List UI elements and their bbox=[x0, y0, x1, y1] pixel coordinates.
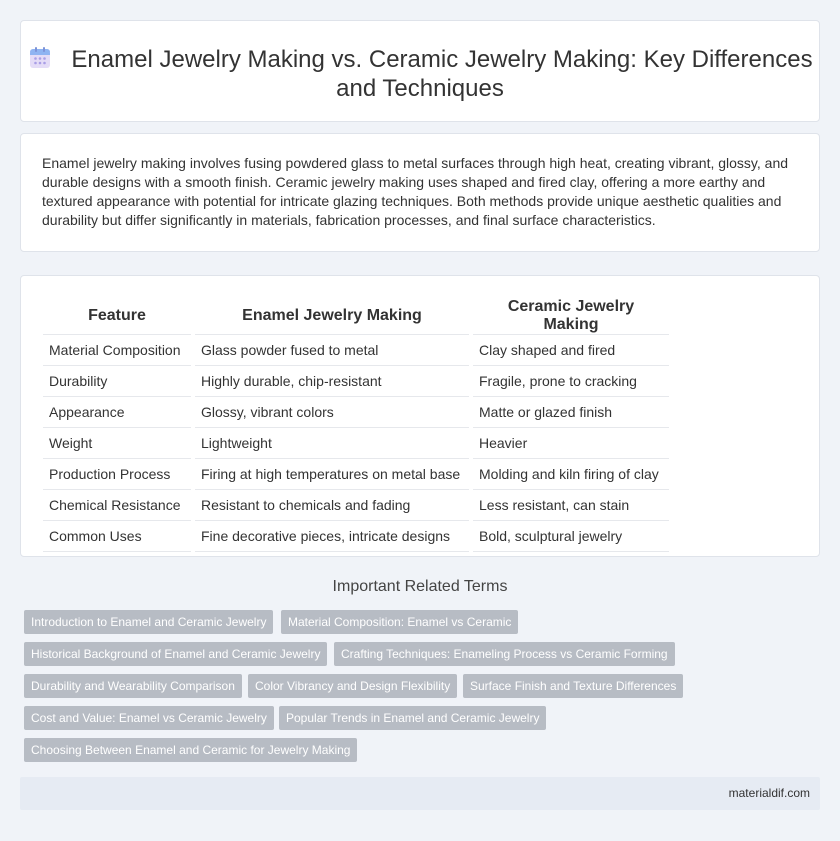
table-row bbox=[43, 490, 669, 521]
ceramic-cell: Heavier bbox=[473, 428, 669, 459]
site-name[interactable]: materialdif.com bbox=[728, 786, 810, 800]
enamel-cell: Glass powder fused to metal bbox=[195, 335, 469, 366]
intro-card bbox=[20, 133, 820, 252]
ceramic-cell: Fragile, prone to cracking bbox=[473, 366, 669, 397]
header-feature: Feature bbox=[43, 294, 191, 335]
related-tag[interactable]: Crafting Techniques: Enameling Process vs Ceramic Forming bbox=[334, 642, 675, 666]
page-title-wrap bbox=[21, 45, 819, 103]
related-terms-heading: Important Related Terms bbox=[332, 578, 508, 595]
table-row bbox=[43, 397, 669, 428]
title-card bbox=[20, 20, 820, 122]
ceramic-cell: Matte or glazed finish bbox=[473, 397, 669, 428]
comparison-table bbox=[43, 294, 669, 552]
table-row bbox=[43, 366, 669, 397]
enamel-cell: Fine decorative pieces, intricate designs bbox=[195, 521, 469, 552]
related-tag[interactable]: Historical Background of Enamel and Ceramic Jewelry bbox=[24, 642, 327, 666]
related-tag[interactable]: Introduction to Enamel and Ceramic Jewelry bbox=[24, 610, 273, 634]
table-header-row bbox=[43, 294, 669, 335]
feature-cell: Production Process bbox=[43, 459, 191, 490]
related-tag[interactable]: Popular Trends in Enamel and Ceramic Jewelry bbox=[279, 706, 546, 730]
ceramic-cell: Less resistant, can stain bbox=[473, 490, 669, 521]
calendar-icon bbox=[27, 45, 53, 71]
feature-cell: Weight bbox=[43, 428, 191, 459]
enamel-cell: Glossy, vibrant colors bbox=[195, 397, 469, 428]
enamel-cell: Highly durable, chip-resistant bbox=[195, 366, 469, 397]
enamel-cell: Lightweight bbox=[195, 428, 469, 459]
ceramic-cell: Bold, sculptural jewelry bbox=[473, 521, 669, 552]
table-row bbox=[43, 459, 669, 490]
related-tag[interactable]: Surface Finish and Texture Differences bbox=[463, 674, 683, 698]
table-row bbox=[43, 428, 669, 459]
related-tag[interactable]: Durability and Wearability Comparison bbox=[24, 674, 242, 698]
table-row bbox=[43, 521, 669, 552]
footer bbox=[20, 777, 820, 810]
comparison-card bbox=[20, 275, 820, 557]
feature-cell: Appearance bbox=[43, 397, 191, 428]
enamel-cell: Resistant to chemicals and fading bbox=[195, 490, 469, 521]
related-tag[interactable]: Color Vibrancy and Design Flexibility bbox=[248, 674, 457, 698]
intro-paragraph: Enamel jewelry making involves fusing powdered glass to metal surfaces through high heat, creating vibrant, glossy, and durable designs with a smooth finish. Ceramic jewelry making uses shaped and fired clay, offering a more earthy and textured appearance with potential for intricate glazing techniques. Both methods provide unique aesthetic qualities and durability but differ significantly in materials, fabrication processes, and final surface characteristics. bbox=[42, 155, 789, 228]
related-tag[interactable]: Material Composition: Enamel vs Ceramic bbox=[281, 610, 518, 634]
feature-cell: Material Composition bbox=[43, 335, 191, 366]
related-tag[interactable]: Choosing Between Enamel and Ceramic for Jewelry Making bbox=[24, 738, 357, 762]
feature-cell: Chemical Resistance bbox=[43, 490, 191, 521]
feature-cell: Durability bbox=[43, 366, 191, 397]
ceramic-cell: Clay shaped and fired bbox=[473, 335, 669, 366]
header-enamel: Enamel Jewelry Making bbox=[195, 294, 469, 335]
header-ceramic: Ceramic Jewelry Making bbox=[473, 294, 669, 335]
page-title: Enamel Jewelry Making vs. Ceramic Jewelry Making: Key Differences and Techniques bbox=[71, 46, 813, 102]
feature-cell: Common Uses bbox=[43, 521, 191, 552]
ceramic-cell: Molding and kiln firing of clay bbox=[473, 459, 669, 490]
table-row bbox=[43, 335, 669, 366]
enamel-cell: Firing at high temperatures on metal base bbox=[195, 459, 469, 490]
related-tag[interactable]: Cost and Value: Enamel vs Ceramic Jewelry bbox=[24, 706, 274, 730]
